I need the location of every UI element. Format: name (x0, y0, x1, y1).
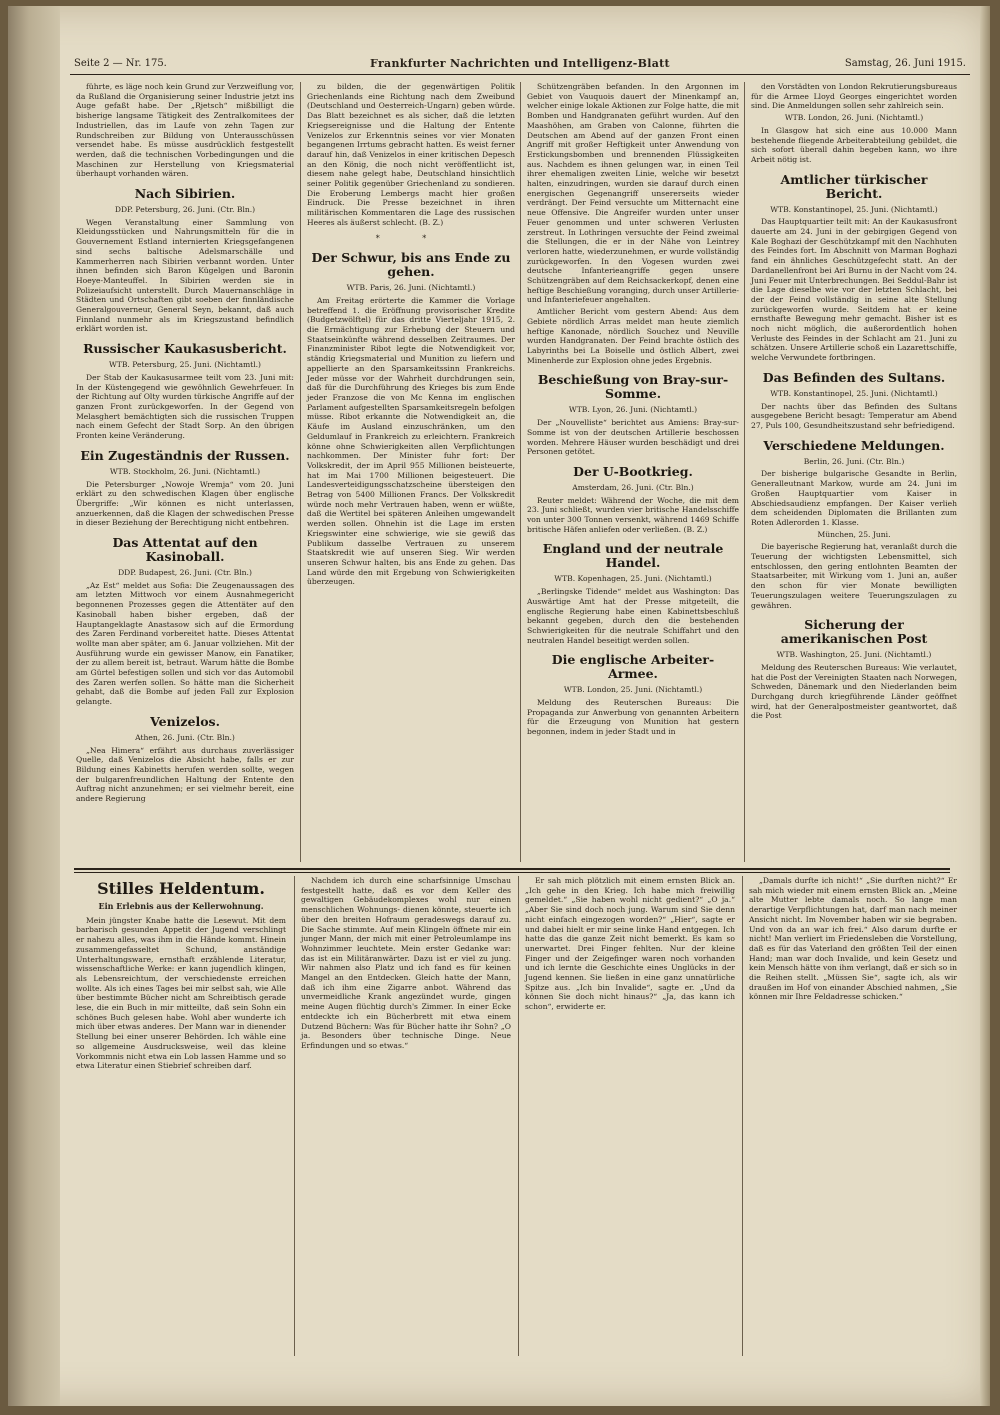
column-3 (520, 82, 745, 862)
article-text: zu bilden, die der gegenwärtigen Politik Griechenlands eine Richtung nach dem Zweibund (Deutschland und Oesterreich-Ungarn) geben würde. Das Blatt bezeichnet es als sicher, daß die letzten Kriegsereignisse und die Haltung der Entente Venizelos zur Erkenntnis seines vor vier Monaten begangenen Irrtums gebracht hatten. Es weist ferner darauf hin, daß Venizelos in einer kritischen Depesch an den König, die noch nicht veröffentlicht ist, diesem nahe gelegt habe, Deutschland hinsichtlich seiner Politik gegenüber Griechenland zu sondieren. Die Eroberung Lembergs macht hier großen Eindruck. Die Presse bezeichnet in ihren militärischen Kommentaren die Lage des russischen Heeres als äußerst schlecht. (B. Z.) (307, 82, 515, 227)
headline: Nach Sibirien. (134, 186, 236, 202)
column-1 (76, 82, 300, 862)
dateline: DDP. Budapest, 26. Juni. (Ctr. Bln.) (118, 568, 252, 578)
story-column-1 (76, 876, 292, 1356)
article-text: Die bayerische Regierung hat, veranlaßt durch die Teuerung der wichtigsten Lebensmittel, sich entschlossen, den gering entlohnten Beamten der Staatsarbeiter, mit Wirkung vom 1. Juni an, außer den schon für vier Monate bewilligten Teuerungszulagen weitere Teuerungszulagen zu gewähren. (751, 542, 957, 610)
headline: Ein Zugeständnis der Russen. (80, 447, 290, 463)
article-text: „Berlingske Tidende“ meldet aus Washington: Das Auswärtige Amt hat der Presse mitgeteilt, die englische Regierung habe einen Kabinettsbeschluß bekannt gegeben, durch den die bestehenden Schwierigkeiten für die neutrale Schiffahrt und den neutralen Handel beseitigt werden sollen. (527, 587, 739, 645)
headline: Die englische Arbeiter-Armee. (551, 652, 715, 682)
column-4 (744, 82, 957, 862)
dateline: WTB. Washington, 25. Juni. (Nichtamtl.) (776, 650, 932, 660)
headline: Das Attentat auf den Kasinoball. (112, 535, 258, 565)
story-text: Nachdem ich durch eine scharfsinnige Umschau festgestellt hatte, daß es vor dem Keller des gewaltigen Gebäudekomplexes wohl nur einen menschlichen Wohnungs- dienen könnte, steuerte ich über den breiten Hofraum geradeswegs darauf zu. Die Sache stimmte. Auf mein Klingeln öffnete mir ein junger Mann, der mich mit einer Petroleumlampe ins Wohnzimmer leuchtete. Mein erster Gedanke war: das ist ein Militäranwärter. Dazu ist er viel zu jung. Wir nahmen also Platz und ich fand es für keinen Mangel an den Entdecken. Gleich hatte der Mann, daß ich ihm eine Zigarre anbot. Während das unvermeidliche Krank angezündet wurde, gingen meine Augen flüchtig durch's Zimmer. In einer Ecke entdeckte ich ein Bücherbrett mit etwa einem Dutzend Büchern: Was für Bücher hatte ihr Sohn? „O ja. Besonders über technische Dinge. Neue Erfindungen und so etwas.“ (301, 876, 511, 1050)
article-text: In Glasgow hat sich eine aus 10.000 Mann bestehende fliegende Arbeiterabteilung gebildet, die sich sofort überall dahin begeben kann, wo ihre Arbeit nötig ist. (751, 125, 957, 164)
article-text: „Nea Himera“ erfährt aus durchaus zuverlässiger Quelle, daß Venizelos die Absicht habe, falls er zur Bildung eines Kabinetts herufen werden sollte, wegen der bulgarenfreundlichen Haltung der Entente den Auftrag nicht anzunehmen; er sei vielmehr bereit, eine andere Regierung (76, 745, 294, 804)
headline: Das Befinden des Sultans. (762, 369, 946, 385)
newspaper-page (8, 6, 990, 1406)
dateline: WTB. Stockholm, 26. Juni. (Nichtamtl.) (109, 466, 261, 476)
dateline: WTB. Konstantinopel, 25. Juni. (Nichtamtl.) (770, 204, 938, 214)
article-text: Wegen Veranstaltung einer Sammlung von Kleidungsstücken und Nahrungsmitteln für die in Gouvernement Estland internierten Kriegsgefangenen sind sechs baltische Adelsmarschälle und Kammerherren nach Sibirien verbannt worden. Unter ihnen befinden sich Baron Kügelgen und Baronin Hoeye-Manteuffel. In Sibirien werden sie in Polizeiaufsicht unterstellt. Durch Mauernanschläge in Städten und Ortschaften gibt soeben der finnländische Generalgouverneur, General Seyn, bekannt, daß auch Finnland nunmehr als im Kriegszustand befindlich erklärt worden ist. (76, 217, 294, 334)
story-text: Er sah mich plötzlich mit einem ernsten Blick an. „Ich gehe in den Krieg. Ich habe mich freiwillig gemeldet.“ „Sie haben wohl nicht gedient?“ „O ja.“ „Aber Sie sind doch noch jung. Warum sind Sie denn nicht einfach eingezogen worden?“ „Hier“, sagte er und dabei hielt er mir seine linke Hand entgegen. Ich hatte das die ganze Zeit nicht bemerkt. Es kam so unerwartet. Drei Finger fehlten. Nur der kleine Finger und der Zeigefinger waren noch vorhanden und ich lernte die Geschichte eines Unglücks in der Jugend kennen. Sie ließen in eine ganz unnatürliche Spitze aus. „Ich bin Invalide“, sagte er. „Und da können Sie doch nicht hinaus?“ „Ja, das kann ich schon“, erwiderte er. (525, 876, 735, 1012)
page-edge (980, 6, 990, 1406)
story-subtitle: Ein Erlebnis aus der Kellerwohnung. (98, 901, 264, 911)
column-2 (300, 82, 521, 862)
article-text: Meldung des Reuterschen Bureaus: Die Propaganda zur Anwerbung von genannten Arbeitern für die Erzeugung von Munition hat gestern begonnen, indem in jeder Stadt und in (527, 698, 739, 737)
dateline: WTB. Kopenhagen, 25. Juni. (Nichtamtl.) (554, 574, 712, 584)
article-text: „Az Est“ meldet aus Sofia: Die Zeugenaussagen des am letzten Mittwoch vor einem Ausnahmegericht begonnenen Prozesses gegen die Attentäter auf den Kasinoball haben bisher ergeben, daß der Hauptangeklagte Anastasow sich auf die Ermordung des Zaren Ferdinand vorbereitet hatte. Dieses Attentat wollte man aber später, am 6. Januar vollziehen. Mit der Ausführung wurde ein gewisser Manow, ein Fanatiker, der zu allem bereit ist, betraut. Warum hätte die Bombe am Gürtel befestigen sollen und sich vor das Automobil des Zaren werfen sollen. So hätte man die Sicherheit gehabt, daß die Bombe auf jeden Fall zur Explosion gelangte. (76, 580, 294, 707)
article-text: Reuter meldet: Während der Woche, die mit dem 23. Juni schließt, wurden vier britische Handelsschiffe von unter 300 Tonnen versenkt, während 1469 Schiffe britische Häfen anliefen oder verließen. (B. Z.) (527, 495, 739, 534)
headline: Russischer Kaukasusbericht. (83, 341, 287, 357)
story-text: „Damals durfte ich nicht!“ „Sie durften nicht?“ Er sah mich wieder mit einem ernsten Blick an. „Meine alte Mutter lebte damals noch. So lange man derartige Verpflichtungen hat, darf man nach meiner Ansicht nicht. Im November haben wir sie begraben. Und von da an war ich frei.“ Also darum durfte er nicht! Man verliert im Friedensleben die Vorstellung, daß es für das Vaterland den größten Teil der einen Hand; man war doch Invalide, und kein Gesetz und kein Mensch hätte von ihm verlangt, daß er sich so in die Reihen stellt. „Müssen Sie“, sagte ich, als wir draußen im Hof von einander Abschied nahmen, „Sie können mir Ihre Feldadresse schicken.“ (749, 876, 957, 1002)
article-text: Amtlicher Bericht vom gestern Abend: Aus dem Gebiete nördlich Arras meldet man heute ziemlich heftige Kanonade, nördlich Souchez und Neuville wurden Handgranaten. Der Feind brachte östlich des Labyrinths bei La Boiselle und östlich Albert, zwei Minenherde zur Explosion ohne jedes Ergebnis. (527, 307, 739, 365)
news-columns (76, 82, 956, 862)
article-text: Schützengräben befanden. In den Argonnen im Gebiet von Vauquois dauert der Minenkampf an, welcher einige lokale Aktionen zur Folge hatte, die mit Bomben und Handgranaten geführt wurden. Auf den Maashöhen, am Graben von Calonne, führten die Deutschen am Abend auf der ganzen Front einen Angriff mit großer Heftigkeit unter Anwendung von Erstickungsbomben und brennenden Flüssigkeiten aus. Nachdem es ihnen gelungen war, in einen Teil ihrer ehemaligen zweiten Linie, welche wir besetzt halten, einzudringen, wurden sie darauf durch einen energischen Gegenangriff unsererseits wieder verdrängt. Der Feind versuchte um Mitternacht eine neue Offensive. Die Angreifer wurden unter unser Feuer genommen und unter schweren Verlusten zerstreut. In Lothringen versuchte der Feind zweimal die Stellungen, die er in der Nähe von Leintrey verloren hatte, wiederzunehmen, er wurde vollständig zurückgeworfen. In den Vogesen wurden zwei deutsche Infanterieangriffe gegen unsere Schützengräben auf dem Reichsackerkopf, denen eine heftige Beschießung voranging, durch unser Artillerie- und Infanteriefeuer angehalten. (527, 82, 739, 305)
headline: Sicherung der amerikanischen Post (780, 617, 928, 647)
separator: * * (375, 233, 447, 243)
headline: Der Schwur, bis ans Ende zu gehen. (311, 250, 511, 280)
dateline: DDP. Petersburg, 26. Juni. (Ctr. Bln.) (114, 205, 256, 215)
headline: Verschiedene Meldungen. (763, 437, 945, 453)
headline: Beschießung von Bray-sur-Somme. (537, 372, 729, 402)
story-column-4 (742, 876, 957, 1356)
article-text: Das Hauptquartier teilt mit: An der Kaukasusfront dauerte am 24. Juni in der gebirgigen Gegend von Kale Boghazi der Geschützkampf mit den Nachhuten des Feindes fort. Im Abschnitt von Marman Boghazi fand ein ähnliches Geschützgefecht statt. An der Dardanellenfront bei Ari Burnu in der Nacht vom 24. Juni Feuer mit Unterbrechungen. Bei Seddul-Bahr ist die Lage dieselbe wie vor der letzten Schlacht, bei der der Feind vollständig in seine alte Stellung zurückgeworfen wurde. Seitdem hat er keine ernsthafte Bewegung mehr gemacht. Bisher ist es noch nicht möglich, die außerordentlich hohen Verluste des Feindes in der Schlacht am 21. Juni zu schätzen. Unsere Artillerie schoß ein Lazarettschiffe, welche Verwundete fortbringen. (751, 217, 957, 363)
dateline: WTB. Lyon, 26. Juni. (Nichtamtl.) (568, 405, 698, 415)
story-text: Mein jüngster Knabe hatte die Lesewut. Mit dem barbarisch gesunden Appetit der Jugend verschlingt er nahezu alles, was ihm in die Hände kommt. Hinein zusammengefasseltet Schund, anständige Unterhaltungsware, ernsthaft erzählende Literatur, wissenschaftliche Werke: er kann jugendlich klingen, als Lebensreichtum, der verschiedenste erreichen wollte. Als ich eines Tages bei mir selbst sah, wie Alle über bestimmte Bücher nicht am Schreibtisch gerade lese, die ein Buch in mir mitteilte, daß sein Sohn ein schönes Buch gelesen habe. Wohl aber wunderte ich mich über etwas anderes. Der Mann war in dienender Stellung bei einer unserer Behörden. Ich wähle eine so allgemeine Ausdrucksweise, weil das kleine Vorkommnis nicht etwa ein Lob lassen Hamme und so etwa Literatur einen Stiebrief schreiben darf. (76, 915, 286, 1071)
dateline: München, 25. Juni. (817, 529, 891, 539)
headline: Venizelos. (150, 713, 220, 729)
dateline: WTB. London, 26. Juni. (Nichtamtl.) (784, 113, 924, 123)
issue-date: Samstag, 26. Juni 1915. (844, 58, 966, 69)
dateline: Amsterdam, 26. Juni. (Ctr. Bln.) (572, 482, 694, 492)
dateline: Berlin, 26. Juni. (Ctr. Bln.) (803, 456, 905, 466)
feuilleton-divider (74, 868, 950, 873)
page-number: Seite 2 — Nr. 175. (74, 58, 167, 69)
article-text: Am Freitag erörterte die Kammer die Vorlage betreffend 1. die Eröffnung provisorischer Kredite (Budgetzwölftel) für das dritte Vierteljahr 1915, 2. die Ermächtigung zur Erhebung der Steuern und Staatseinkünfte während desselben Zeitraumes. Der Finanzminister Ribot legte die Notwendigkeit vor, ständig Kriegsmaterial und Munition zu liefern und appellierte an den Sparsamkeitssinn Frankreichs. Jeder müsse vor der Wahrheit durchdrungen sein, daß für die Durchführung des Krieges bis zum Ende jeder Franzose die von Mc Kenna im englischen Parlament aufgestellten Sparsamkeitsregeln befolgen müsse. Ribot erkannte die Notwendigkeit an, die Käufe im Ausland einzuschränken, um den Geldumlauf in Frankreich zu erleichtern. Frankreich könne ohne Schwierigkeiten allen Verpflichtungen nachkommen. Der Minister fuhr fort: Der Volkskredit, der im April 955 Millionen beisteuerte, hat im Mai 1700 Millionen beigesteuert. Die Landesverteidigungsschatzscheine übersteigen den Betrag von 5400 Millionen Francs. Der Volkskredit würde noch mehr Vertrauen haben, wenn er wüßte, daß die Wertitel bei späteren Anleihen umgewandelt werden sollen. Ohnehin ist die Lage im ersten Kriegswinter eine schwierige, wie sie gewiß das Publikum dasselbe Vertrauen zu unserem Staatskredit wie auf unseren Sieg. Wir werden unseren Schwur halten, bis ans Ende zu gehen. Das Land würde den mit Ergebung von Schwierigkeiten überzeugen. (307, 295, 515, 587)
book-binding (8, 6, 60, 1406)
story-title: Stilles Heldentum. (97, 879, 265, 898)
article-text: Meldung des Reuterschen Bureaus: Wie verlautet, hat die Post der Vereinigten Staaten nach Norwegen, Schweden, Dänemark und den Niederlanden beim Durchgang durch kriegführende Länder geöffnet wird, hat der Generalpostmeister geantwortet, daß die Post (751, 662, 957, 721)
article-text: Der „Nouvelliste“ berichtet aus Amiens: Bray-sur-Somme ist von der deutschen Artillerie beschossen worden. Mehrere Häuser wurden beschädigt und drei Personen getötet. (527, 418, 739, 457)
story-column-2 (294, 876, 517, 1356)
dateline: WTB. Paris, 26. Juni. (Nichtamtl.) (346, 283, 476, 293)
dateline: WTB. London, 25. Juni. (Nichtamtl.) (563, 685, 703, 695)
headline: England und der neutrale Handel. (542, 541, 724, 571)
dateline: Athen, 26. Juni. (Ctr. Bln.) (135, 732, 235, 742)
headline: Der U-Bootkrieg. (573, 463, 693, 479)
masthead: Frankfurter Nachrichten und Intelligenz-Blatt (370, 57, 670, 70)
article-text: Der Stab der Kaukasusarmee teilt vom 23. Juni mit: In der Küstengegend wie gewöhnlich Gewehrfeuer. In der Richtung auf Olty wurden türkische Angriffe auf der ganzen Front zurückgeworfen. In der Gegend von Melasghert bemächtigten sich die russischen Truppen nach einem Gefecht der Stadt Sorp. An den übrigen Fronten keine Veränderung. (76, 372, 294, 441)
dateline: WTB. Konstantinopel, 25. Juni. (Nichtamtl.) (770, 388, 938, 398)
page-header (70, 58, 970, 75)
story-column-3 (518, 876, 741, 1356)
headline: Amtlicher türkischer Bericht. (780, 171, 928, 201)
article-text: Der nachts über das Befinden des Sultans ausgegebene Bericht besagt: Temperatur am Abend 27, Puls 100, Gesundheitszustand sehr befriedigend. (751, 401, 957, 430)
article-text: den Vorstädten von London Rekrutierungsbureaus für die Armee Lloyd Georges eingerichtet worden sind. Die Anmeldungen sollen sehr zahlreich sein. (751, 82, 957, 111)
feuilleton-section (76, 876, 956, 1376)
dateline: WTB. Petersburg, 25. Juni. (Nichtamtl.) (108, 360, 262, 370)
article-text: Die Petersburger „Nowoje Wremja“ vom 20. Juni erklärt zu den schwedischen Klagen über englische Übergriffe: „Wir können es nicht unterlassen, anzuerkennen, daß die Klagen der schwedischen Presse in dieser Beziehung der Berechtigung nicht entbehren. (76, 479, 294, 528)
article-text: Der bisherige bulgarische Gesandte in Berlin, Generalleutnant Markow, wurde am 24. Juni im Großen Hauptquartier vom Kaiser in Abschiedsaudienz empfangen. Der Kaiser verlieh dem scheidenden Diplomaten die Brillanten zum Roten Adlerorden 1. Klasse. (751, 469, 957, 527)
article-text: führte, es läge noch kein Grund zur Verzweiflung vor, da Rußland die Organisierung seiner Industrie jetzt ins Auge gefaßt habe. Der „Rjetsch“ mißbilligt die bisherige langsame Tätigkeit des Zentralkomitees der Industriellen, das im Laufe von zehn Tagen zur Rundschreiben zur Bildung von Unterausschüssen versendet habe. Es müsse ausdrücklich festgestellt werden, daß die technischen Vorbedingungen und die Maschinen zur Herstellung von Kriegsmaterial überhaupt vorhanden wären. (76, 82, 294, 179)
